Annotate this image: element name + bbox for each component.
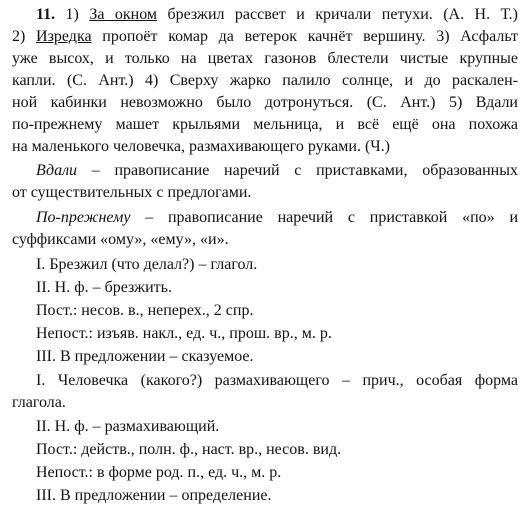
exercise-number: 11. bbox=[36, 6, 56, 23]
text-line bbox=[12, 160, 518, 182]
analysis-line: Непост.: в форме род. п., ед. ч., м. р. bbox=[36, 464, 282, 481]
text-line: на маленького человечка, размахивающего руками. (Ч.) bbox=[12, 138, 390, 155]
text-line: уже высох, и только на цветах газонов блестели чистые крупные bbox=[12, 50, 518, 67]
italic-term: Вдали bbox=[36, 162, 78, 179]
text-fragment: – правописание наречий с приставками, образованных bbox=[77, 162, 518, 179]
text-line: от существительных с предлогами. bbox=[12, 184, 252, 201]
text-fragment: 2) bbox=[12, 28, 37, 45]
analysis-line: III. В предложении – определение. bbox=[36, 487, 272, 504]
text-line: капли. (С. Ант.) 4) Сверху жарко палило солнце, и до раскален- bbox=[12, 72, 518, 89]
analysis-line: I. Человечка (какого?) размахивающего – прич., особая форма bbox=[36, 372, 518, 389]
analysis-line: Непост.: изъяв. накл., ед. ч., прош. вр., м. р. bbox=[36, 325, 332, 342]
analysis-line: II. Н. ф. – брезжить. bbox=[36, 279, 172, 296]
text-line bbox=[12, 4, 518, 26]
analysis-line: Пост.: действ., полн. ф., наст. вр., несов. вид. bbox=[36, 441, 342, 458]
analysis-line: III. В предложении – сказуемое. bbox=[36, 348, 254, 365]
analysis-line: Пост.: несов. в., неперех., 2 спр. bbox=[36, 302, 254, 319]
analysis-line: I. Брезжил (что делал?) – глагол. bbox=[36, 256, 258, 273]
text-line: по-прежнему машет крыльями мельница, и всё ещё она похожа bbox=[12, 116, 518, 133]
underlined-word: За окном bbox=[89, 6, 158, 23]
text-fragment: 1) bbox=[55, 6, 90, 23]
underlined-word: Изредка bbox=[36, 28, 92, 45]
text-fragment: – правописание наречий с приставкой «по» и bbox=[130, 209, 518, 226]
text-line: ной кабинки невозможно было дотронуться. (С. Ант.) 5) Вдали bbox=[12, 94, 518, 111]
analysis-line: глагола. bbox=[12, 394, 66, 411]
text-line: суффиксами «ому», «ему», «и». bbox=[12, 231, 229, 248]
text-fragment: пропоёт комар да ветерок качнёт вершину. 3) Асфальт bbox=[91, 28, 518, 45]
italic-term: По-прежнему bbox=[36, 209, 131, 226]
text-line bbox=[12, 207, 518, 229]
text-fragment: брезжил рассвет и кричали петухи. (А. Н. Т.) bbox=[157, 6, 519, 23]
text-line bbox=[12, 26, 518, 48]
analysis-line: II. Н. ф. – размахивающий. bbox=[36, 418, 220, 435]
